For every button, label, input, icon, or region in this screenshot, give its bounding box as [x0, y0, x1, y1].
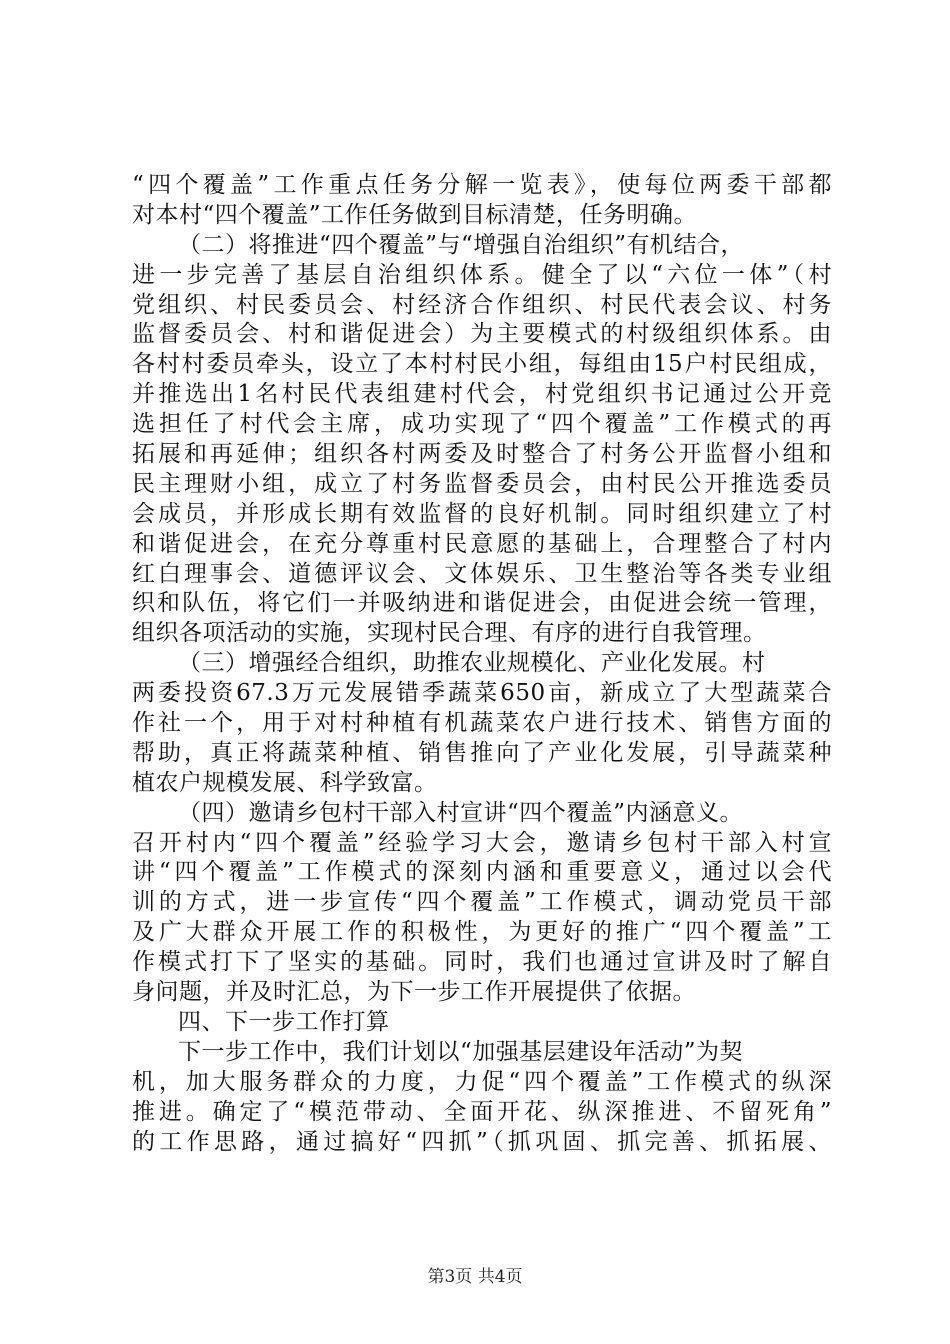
text-line: 训的方式，进一步宣传“四个覆盖”工作模式，调动党员干部	[132, 889, 832, 916]
text-line: 拓展和再延伸；组织各村两委及时整合了村务公开监督小组和	[132, 441, 832, 468]
text-line: 会成员，并形成长期有效监督的良好机制。同时组织建立了村	[132, 500, 832, 527]
document-body	[132, 171, 832, 1157]
text-line: 监督委员会、村和谐促进会）为主要模式的村级组织体系。由	[132, 321, 832, 348]
text-line: “四个覆盖”工作重点任务分解一览表》，使每位两委干部都	[132, 172, 832, 198]
text-line: 织和队伍，将它们一并吸纳进和谐促进会，由促进会统一管理，	[132, 590, 832, 617]
text-line: 组织各项活动的实施，实现村民合理、有序的进行自我管理。	[132, 620, 767, 647]
text-line: 帮助，真正将蔬菜种植、销售推向了产业化发展，引导蔬菜种	[132, 739, 832, 766]
text-line: 身问题，并及时汇总，为下一步工作开展提供了依据。	[132, 979, 696, 1006]
text-line: 作模式打下了坚实的基础。同时，我们也通过宣讲及时了解自	[132, 949, 832, 976]
text-line: 讲“四个覆盖”工作模式的深刻内涵和重要意义，通过以会代	[132, 859, 832, 886]
text-line: （三）增强经合组织，助推农业规模化、产业化发展。村	[178, 650, 766, 677]
text-line: 民主理财小组，成立了村务监督委员会，由村民公开推选委员	[132, 470, 832, 497]
text-line: （四）邀请乡包村干部入村宣讲“四个覆盖”内涵意义。	[178, 799, 744, 826]
text-line: 两委投资67.3万元发展错季蔬菜650亩，新成立了大型蔬菜合	[132, 680, 832, 707]
text-line: 植农户规模发展、科学致富。	[132, 769, 438, 796]
text-line: 党组织、村民委员会、村经济合作组织、村民代表会议、村务	[132, 291, 832, 318]
text-line: 下一步工作中，我们计划以“加强基层建设年活动”为契	[178, 1038, 744, 1065]
text-line: 召开村内“四个覆盖”经验学习大会，邀请乡包村干部入村宣	[132, 829, 832, 856]
text-line: 进一步完善了基层自治组织体系。健全了以“六位一体”（村	[132, 261, 832, 288]
page-footer: 第3页 共4页	[427, 1267, 523, 1287]
text-line: （二）将推进“四个覆盖”与“增强自治组织”有机结合，	[178, 231, 745, 258]
text-line: 对本村“四个覆盖”工作任务做到目标清楚，任务明确。	[132, 201, 698, 228]
text-line: 并推选出1名村民代表组建村代会，村党组织书记通过公开竞	[132, 381, 832, 408]
text-line: 机，加大服务群众的力度，力促“四个覆盖”工作模式的纵深	[132, 1068, 832, 1095]
text-line: 和谐促进会，在充分尊重村民意愿的基础上，合理整合了村内	[132, 530, 832, 557]
text-line: 四、下一步工作打算	[178, 1008, 390, 1035]
text-line: 的工作思路，通过搞好“四抓”（抓巩固、抓完善、抓拓展、	[132, 1128, 832, 1155]
text-line: 选担任了村代会主席，成功实现了“四个覆盖”工作模式的再	[132, 411, 832, 438]
text-line: 红白理事会、道德评议会、文体娱乐、卫生整治等各类专业组	[132, 560, 832, 587]
text-line: 作社一个，用于对村种植有机蔬菜农户进行技术、销售方面的	[132, 710, 832, 737]
text-line: 推进。确定了“模范带动、全面开花、纵深推进、不留死角”	[132, 1098, 832, 1125]
text-line: 及广大群众开展工作的积极性，为更好的推广“四个覆盖”工	[132, 919, 832, 946]
text-line: 各村村委员牵头，设立了本村村民小组，每组由15户村民组成，	[132, 351, 832, 378]
